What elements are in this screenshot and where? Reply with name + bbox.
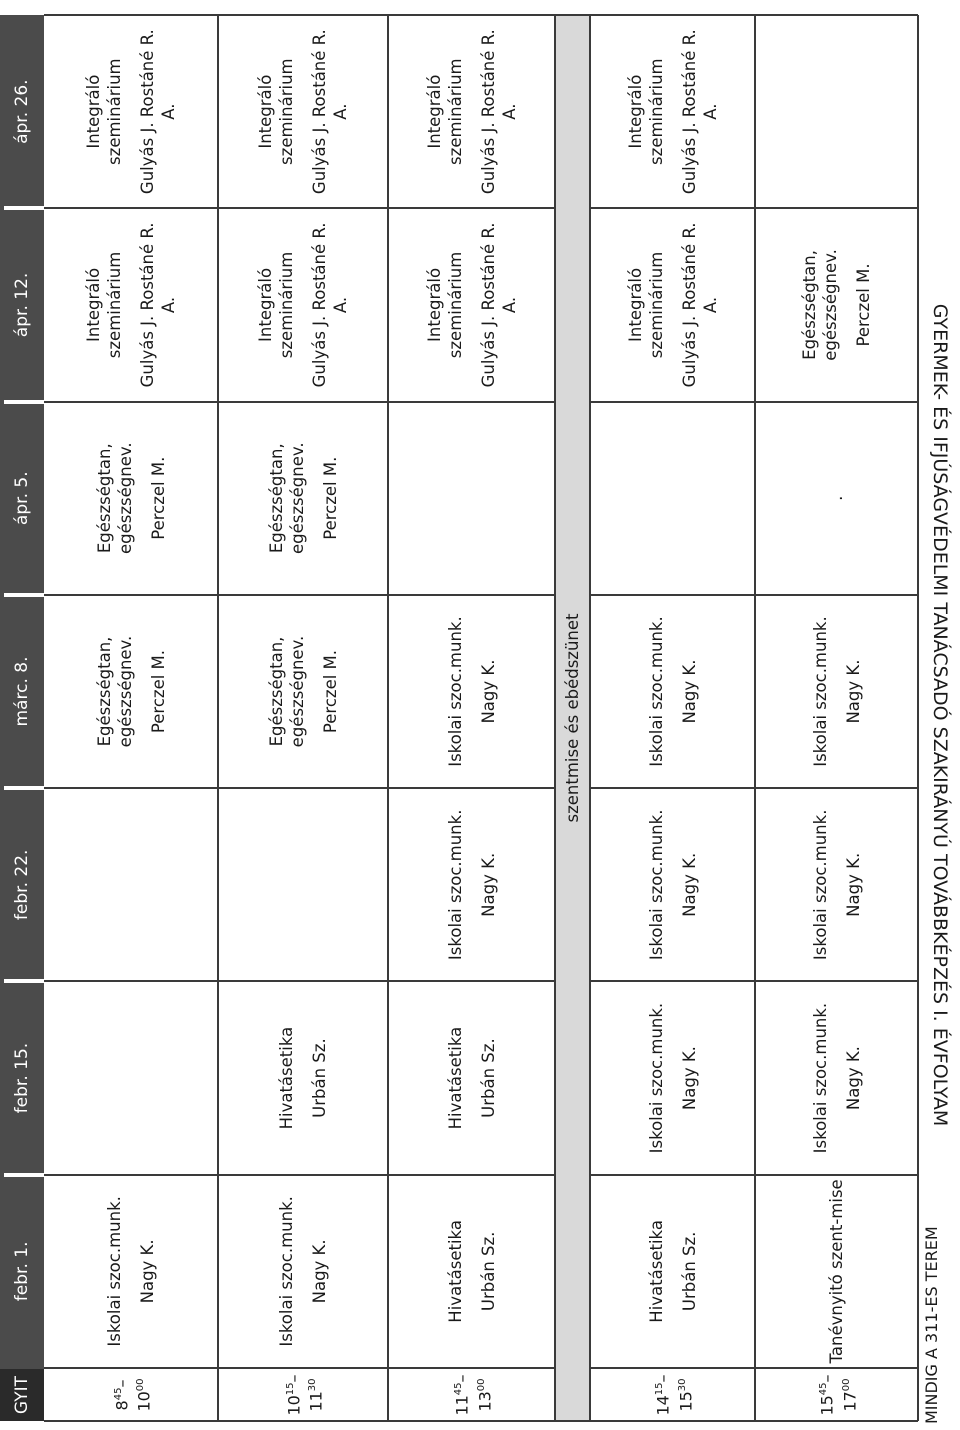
- column-line: [44, 980, 555, 982]
- teacher: Gulyás J. Rostáné R. A.: [478, 29, 519, 195]
- teacher: Urbán Sz.: [310, 1038, 329, 1118]
- subject: Hivatásetika: [445, 1026, 465, 1130]
- time-slot: $15^{45}-$ $17^{00}$: [817, 1374, 859, 1416]
- subject: Iskolai szoc.munk.: [646, 616, 666, 767]
- subject: Iskolai szoc.munk.: [445, 809, 465, 961]
- subject: Egészségtan, egészségnev.: [94, 635, 135, 748]
- teacher: Perczel M.: [320, 456, 340, 540]
- subject: Iskolai szoc.munk.: [646, 1002, 666, 1154]
- subject: Iskolai szoc.munk.: [810, 616, 830, 767]
- column-line: [44, 594, 555, 596]
- column-line: [590, 1174, 918, 1176]
- subject: Egészségtan, egészségnev.: [266, 442, 307, 555]
- schedule-cell: [594, 212, 751, 397]
- schedule-cell: [222, 599, 384, 784]
- column-line: [44, 787, 555, 789]
- row-line: [217, 15, 219, 1421]
- teacher: Gulyás J. Rostáné R. A.: [478, 222, 519, 388]
- date-header: febr. 15.: [12, 1042, 32, 1114]
- teacher: Nagy K.: [679, 852, 699, 917]
- schedule-cell: [759, 792, 914, 977]
- teacher: Nagy K.: [478, 659, 498, 724]
- subject: Integráló szeminárium: [84, 58, 124, 165]
- schedule-cell: [222, 406, 384, 591]
- teacher: Perczel M.: [148, 649, 168, 734]
- schedule-cell: [48, 599, 214, 784]
- schedule-cell: [392, 1179, 551, 1364]
- column-line: [590, 594, 918, 596]
- subject: Iskolai szoc.munk.: [810, 809, 830, 961]
- column-line: [590, 401, 918, 403]
- teacher: Nagy K.: [843, 659, 863, 724]
- schedule-cell: [392, 599, 551, 784]
- column-line: [44, 207, 555, 209]
- teacher: Gulyás J. Rostáné R. A.: [138, 29, 178, 195]
- column-line: [44, 1174, 555, 1176]
- column-line: [44, 14, 918, 16]
- row-line: [387, 15, 389, 1421]
- subject: Integráló szeminárium: [424, 58, 465, 165]
- schedule-cell: [48, 19, 214, 204]
- row-line: [589, 15, 591, 1421]
- teacher: Nagy K.: [679, 1046, 699, 1111]
- row-line: [554, 15, 556, 1421]
- teacher: Perczel M.: [854, 263, 873, 347]
- teacher: Nagy K.: [843, 1046, 863, 1111]
- schedule-cell: [222, 212, 384, 397]
- teacher: Gulyás J. Rostáné R. A.: [310, 222, 350, 388]
- teacher: Perczel M.: [320, 649, 340, 734]
- subject: Egészségtan, egészségnev.: [800, 249, 840, 361]
- teacher: Urbán Sz.: [679, 1231, 699, 1312]
- date-header: ápr. 5.: [12, 471, 32, 526]
- subject: .: [827, 495, 846, 501]
- subject: Iskolai szoc.munk.: [277, 1196, 296, 1347]
- time-slot: $10^{15}-$ $11^{30}$: [284, 1374, 326, 1416]
- schedule-cell: [594, 985, 751, 1170]
- row-line: [754, 15, 756, 1421]
- teacher: Nagy K.: [138, 1239, 157, 1304]
- column-line: [44, 401, 555, 403]
- teacher: Nagy K.: [843, 852, 863, 917]
- subject: Integráló szeminárium: [256, 251, 296, 359]
- page-title: GYERMEK- ÉS IFJÚSÁGVÉDELMI TANÁCSADÓ SZAKIRÁNYÚ TOVÁBBKÉPZÉS I. ÉVFOLYAM: [929, 303, 951, 1127]
- subject: Iskolai szoc.munk.: [105, 1196, 124, 1347]
- header-separator: [4, 1173, 44, 1177]
- schedule-cell: [594, 792, 751, 977]
- subject: Hivatásetika: [646, 1220, 666, 1323]
- date-header: ápr. 26.: [12, 79, 32, 144]
- teacher: Nagy K.: [679, 659, 699, 724]
- schedule-cell: [48, 212, 214, 397]
- room-note: MINDIG A 311-ES TEREM: [922, 1226, 941, 1424]
- subject: Integráló szeminárium: [424, 251, 465, 359]
- subject: Iskolai szoc.munk.: [646, 809, 666, 961]
- schedule-cell: [759, 599, 914, 784]
- teacher: Perczel M.: [148, 456, 168, 540]
- break-label: szentmise és ebédszünet: [563, 613, 582, 823]
- subject: Iskolai szoc.munk.: [810, 1002, 830, 1154]
- schedule-cell: [759, 1179, 914, 1364]
- date-header: febr. 1.: [12, 1241, 32, 1302]
- subject: Hivatásetika: [445, 1220, 465, 1323]
- schedule-cell: [392, 212, 551, 397]
- time-slot: $8^{45}-$ $10^{00}$: [112, 1378, 154, 1412]
- header-separator: [4, 593, 44, 597]
- header-separator: [4, 206, 44, 210]
- schedule-cell: [222, 985, 384, 1170]
- time-slot: $11^{45}-$ $13^{00}$: [452, 1374, 494, 1416]
- teacher: Urbán Sz.: [478, 1231, 498, 1312]
- schedule-cell: [48, 406, 214, 591]
- teacher: Nagy K.: [310, 1239, 329, 1304]
- subject: Integráló szeminárium: [84, 251, 124, 359]
- header-separator: [4, 400, 44, 404]
- schedule-cell: [594, 599, 751, 784]
- teacher: Gulyás J. Rostáné R. A.: [679, 222, 720, 388]
- teacher: Gulyás J. Rostáné R. A.: [138, 222, 178, 388]
- subject: Integráló szeminárium: [256, 58, 296, 165]
- subject: Integráló szeminárium: [625, 58, 666, 165]
- schedule-cell: [594, 19, 751, 204]
- teacher: Gulyás J. Rostáné R. A.: [679, 29, 720, 195]
- subject: Hivatásetika: [277, 1026, 296, 1130]
- schedule-cell: [594, 1179, 751, 1364]
- teacher: Nagy K.: [478, 852, 498, 917]
- subject: Egészségtan, egészségnev.: [266, 635, 307, 748]
- subject: Integráló szeminárium: [625, 251, 666, 359]
- subject: Tanévnyitó szent-mise: [827, 1179, 846, 1364]
- schedule-cell: [392, 985, 551, 1170]
- schedule-cell: [392, 792, 551, 977]
- column-line: [590, 787, 918, 789]
- subject: Egészségtan, egészségnev.: [94, 442, 135, 555]
- date-header: febr. 22.: [12, 849, 32, 921]
- schedule-cell: [759, 985, 914, 1170]
- column-line: [590, 980, 918, 982]
- column-line: [590, 207, 918, 209]
- teacher: Urbán Sz.: [478, 1038, 498, 1118]
- header-separator: [4, 979, 44, 983]
- time-slot: $14^{15}-$ $15^{30}$: [653, 1374, 695, 1416]
- date-header: márc. 8.: [12, 656, 32, 727]
- class-code: GYIT 2: [0, 1369, 44, 1421]
- schedule-cell: [222, 1179, 384, 1364]
- teacher: Gulyás J. Rostáné R. A.: [310, 29, 350, 195]
- schedule-cell: [759, 406, 914, 591]
- subject: Iskolai szoc.munk.: [445, 616, 465, 767]
- schedule-cell: [759, 212, 914, 397]
- schedule-cell: [222, 19, 384, 204]
- header-separator: [4, 786, 44, 790]
- date-header: ápr. 12.: [12, 272, 32, 338]
- schedule-cell: [48, 1179, 214, 1364]
- schedule-cell: [392, 19, 551, 204]
